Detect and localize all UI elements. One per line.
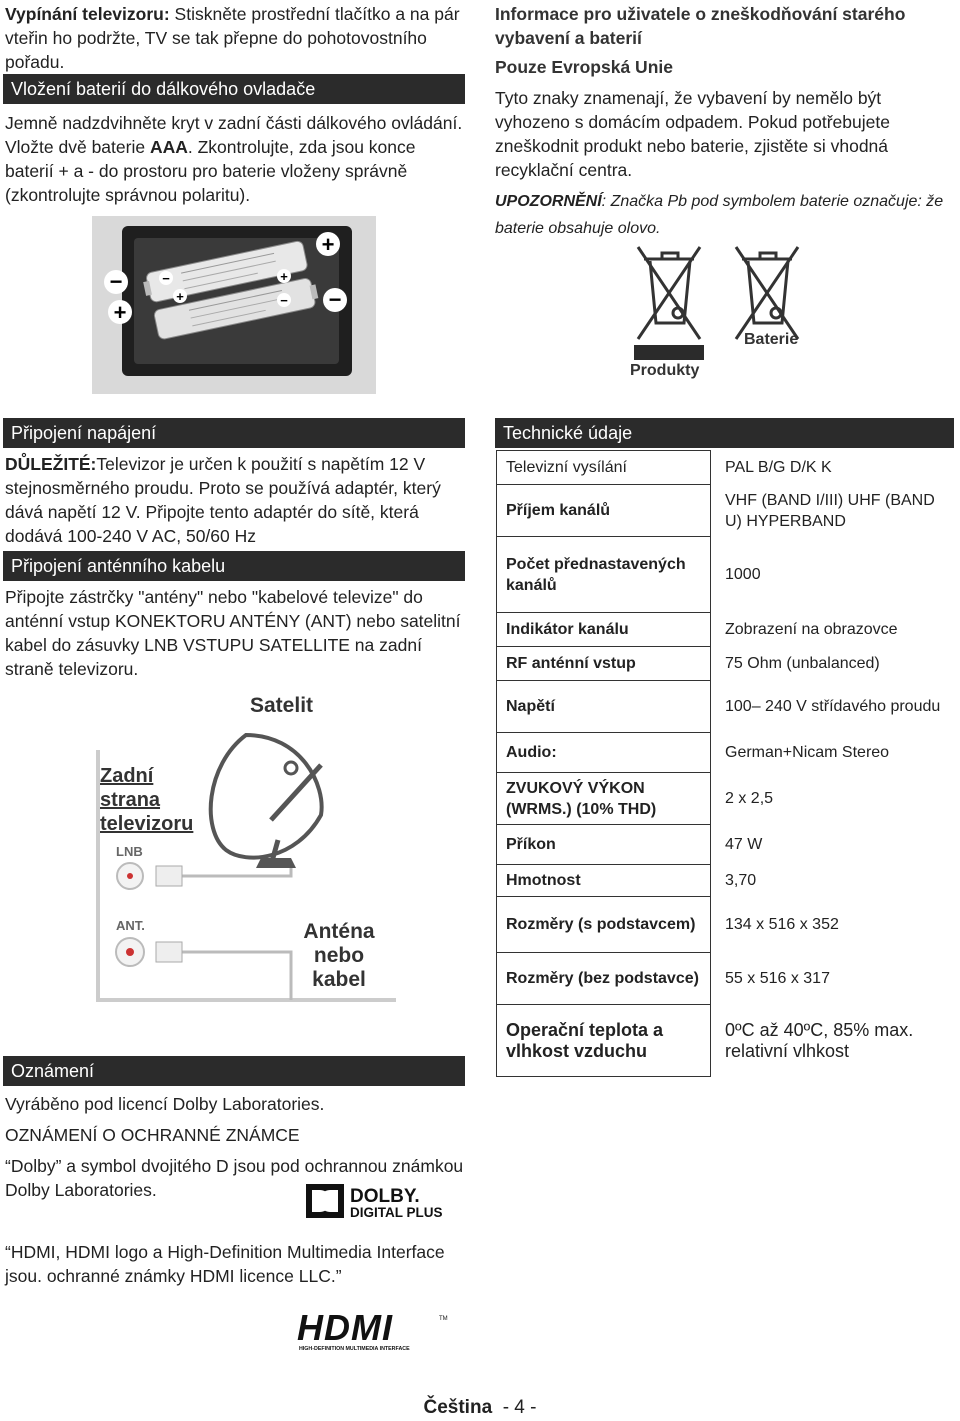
spec-value: 55 x 516 x 317 bbox=[725, 970, 830, 987]
spec-key: Indikátor kanálu bbox=[497, 613, 711, 647]
tv-off-paragraph bbox=[5, 2, 465, 74]
spec-key: Operační teplota a vlhkost vzduchu bbox=[497, 1005, 711, 1077]
svg-text:HDMI: HDMI bbox=[297, 1312, 393, 1348]
spec-row bbox=[497, 773, 955, 825]
antenna-cable-label-2: nebo bbox=[313, 944, 365, 967]
svg-text:DIGITAL PLUS: DIGITAL PLUS bbox=[350, 1205, 443, 1220]
spec-key: Rozměry (bez podstavce) bbox=[497, 953, 711, 1005]
spec-value: Zobrazení na obrazovce bbox=[725, 621, 898, 638]
batteries-label: Baterie bbox=[744, 331, 799, 348]
svg-text:+: + bbox=[280, 269, 288, 284]
trademark-header: OZNÁMENÍ O OCHRANNÉ ZNÁMCE bbox=[5, 1125, 300, 1145]
eu-only-heading: Pouze Evropská Unie bbox=[495, 57, 673, 77]
svg-text:HIGH-DEFINITION MULTIMEDIA INT: HIGH-DEFINITION MULTIMEDIA INTERFACE bbox=[299, 1346, 410, 1352]
weee-bin-products-icon bbox=[632, 243, 706, 360]
footer-language: Čeština bbox=[423, 1397, 493, 1418]
svg-text:−: − bbox=[280, 293, 288, 308]
spec-key: Příjem kanálů bbox=[497, 485, 711, 537]
spec-value: 100– 240 V střídavého proudu bbox=[725, 698, 941, 715]
spec-value: 3,70 bbox=[725, 872, 757, 889]
spec-value: 1000 bbox=[725, 566, 761, 583]
svg-text:TM: TM bbox=[439, 1316, 448, 1322]
svg-text:+: + bbox=[113, 300, 127, 325]
antenna-connection-diagram bbox=[96, 690, 396, 1002]
notice-text: Vyráběno pod licencí Dolby Laboratories. bbox=[5, 1094, 325, 1114]
footer-page-number: - 4 - bbox=[502, 1397, 537, 1418]
page-footer bbox=[0, 1397, 960, 1419]
spec-value: German+Nicam Stereo bbox=[725, 744, 890, 761]
antenna-section-header: Připojení anténního kabelu bbox=[3, 551, 465, 581]
spec-value: 75 Ohm (unbalanced) bbox=[725, 655, 880, 672]
tv-off-lead: Vypínání televizoru: bbox=[5, 4, 170, 24]
spec-row bbox=[497, 1005, 955, 1077]
spec-key: Hmotnost bbox=[497, 865, 711, 897]
satelit-label: Satelit bbox=[250, 694, 314, 717]
spec-key: Rozměry (s podstavcem) bbox=[497, 897, 711, 953]
spec-row bbox=[497, 897, 955, 953]
spec-key: Příkon bbox=[497, 825, 711, 865]
battery-paragraph: Jemně nadzdvihněte kryt v zadní části dálkového ovládání. Vložte dvě baterie AAA. Zkontrolujte, zda jsou konce baterií + a - do prostoru pro baterie vloženy správně (zkontrolujte správnou polaritu). bbox=[5, 113, 463, 205]
hdmi-text: “HDMI, HDMI logo a High-Definition Multimedia Interface jsou. ochranné známky HDMI licence LLC.” bbox=[5, 1242, 445, 1286]
spec-row bbox=[497, 485, 955, 537]
svg-text:+: + bbox=[176, 289, 184, 304]
rear-label-2: strana bbox=[100, 789, 161, 811]
power-important-label: DŮLEŽITÉ: bbox=[5, 454, 97, 474]
disposal-title: Informace pro uživatele o zneškodňování starého vybavení a baterií bbox=[495, 4, 906, 48]
battery-section-header: Vložení baterií do dálkového ovladače bbox=[3, 74, 465, 104]
spec-key: RF anténní vstup bbox=[497, 647, 711, 681]
power-section-header: Připojení napájení bbox=[3, 418, 465, 448]
spec-row bbox=[497, 681, 955, 733]
tech-specs-table bbox=[496, 450, 955, 1077]
spec-value: PAL B/G D/K K bbox=[725, 459, 832, 476]
spec-row bbox=[497, 865, 955, 897]
svg-text:−: − bbox=[328, 287, 342, 312]
svg-text:−: − bbox=[162, 271, 170, 286]
hdmi-logo bbox=[297, 1312, 449, 1352]
notice-section-header: Oznámení bbox=[3, 1056, 465, 1086]
spec-row bbox=[497, 953, 955, 1005]
spec-value: 134 x 516 x 352 bbox=[725, 916, 839, 933]
spec-value: 0ºC až 40ºC, 85% max. relativní vlhkost bbox=[725, 1019, 914, 1061]
lead-warning: UPOZORNĚNÍ: Značka Pb pod symbolem baterie označuje: že baterie obsahuje olovo. bbox=[495, 193, 944, 237]
spec-row bbox=[497, 825, 955, 865]
tech-specs-header: Technické údaje bbox=[495, 418, 954, 448]
spec-key: Audio: bbox=[497, 733, 711, 773]
tv-off-text: Stiskněte prostřední tlačítko a na pár vteřin ho podržte, TV se tak přepne do pohotovostního pořadu. bbox=[5, 4, 460, 72]
spec-key: Napětí bbox=[497, 681, 711, 733]
disposal-text: Tyto znaky znamenají, že vybavení by nemělo být vyhozeno s domácím odpadem. Pokud potřebujete zneškodnit produkt nebo baterie, zjistěte si vhodná recyklační centra. bbox=[495, 88, 890, 180]
battery-compartment-photo bbox=[92, 216, 376, 394]
spec-row bbox=[497, 613, 955, 647]
svg-text:DOLBY.: DOLBY. bbox=[350, 1186, 420, 1207]
spec-key: Televizní vysílání bbox=[497, 451, 711, 485]
rear-label-1: Zadní bbox=[100, 765, 154, 787]
spec-value: 47 W bbox=[725, 836, 763, 853]
satellite-dish-icon bbox=[211, 735, 322, 868]
spec-value: 2 x 2,5 bbox=[725, 790, 774, 807]
spec-key: Počet přednastavených kanálů bbox=[497, 537, 711, 613]
antenna-cable-label-3: kabel bbox=[312, 968, 366, 991]
spec-key: ZVUKOVÝ VÝKON (WRMS.) (10% THD) bbox=[497, 773, 711, 825]
svg-text:+: + bbox=[321, 232, 335, 257]
dolby-text: “Dolby” a symbol dvojitého D jsou pod ochrannou známkou Dolby Laboratories. bbox=[5, 1156, 464, 1200]
antenna-cable-label-1: Anténa bbox=[303, 920, 375, 943]
ant-label: ANT. bbox=[116, 918, 145, 933]
weee-bin-batteries-icon bbox=[730, 243, 804, 343]
dolby-logo bbox=[306, 1182, 446, 1220]
products-label: Produkty bbox=[630, 362, 700, 379]
battery-type: AAA bbox=[149, 137, 188, 157]
lnb-label: LNB bbox=[116, 844, 143, 859]
antenna-paragraph: Připojte zástrčky "antény" nebo "kabelové televize" do anténní vstup KONEKTORU ANTÉNY (ANT) nebo satelitní kabel do zásuvky LNB VSTUPU SATELLITE na zadní straně televizoru. bbox=[5, 587, 461, 679]
spec-value: VHF (BAND I/III) UHF (BAND U) HYPERBAND bbox=[725, 491, 935, 530]
svg-text:−: − bbox=[109, 269, 123, 294]
spec-row bbox=[497, 733, 955, 773]
spec-row bbox=[497, 451, 955, 485]
spec-row bbox=[497, 537, 955, 613]
spec-row bbox=[497, 647, 955, 681]
rear-label-3: televizoru bbox=[100, 813, 194, 835]
power-paragraph: DŮLEŽITÉ:Televizor je určen k použití s napětím 12 V stejnosměrného proudu. Proto se používá adaptér, který dává napětí 12 V. Připojte tento adaptér do sítě, která dodává 100-240 V AC, 50/60 Hz bbox=[5, 454, 441, 546]
